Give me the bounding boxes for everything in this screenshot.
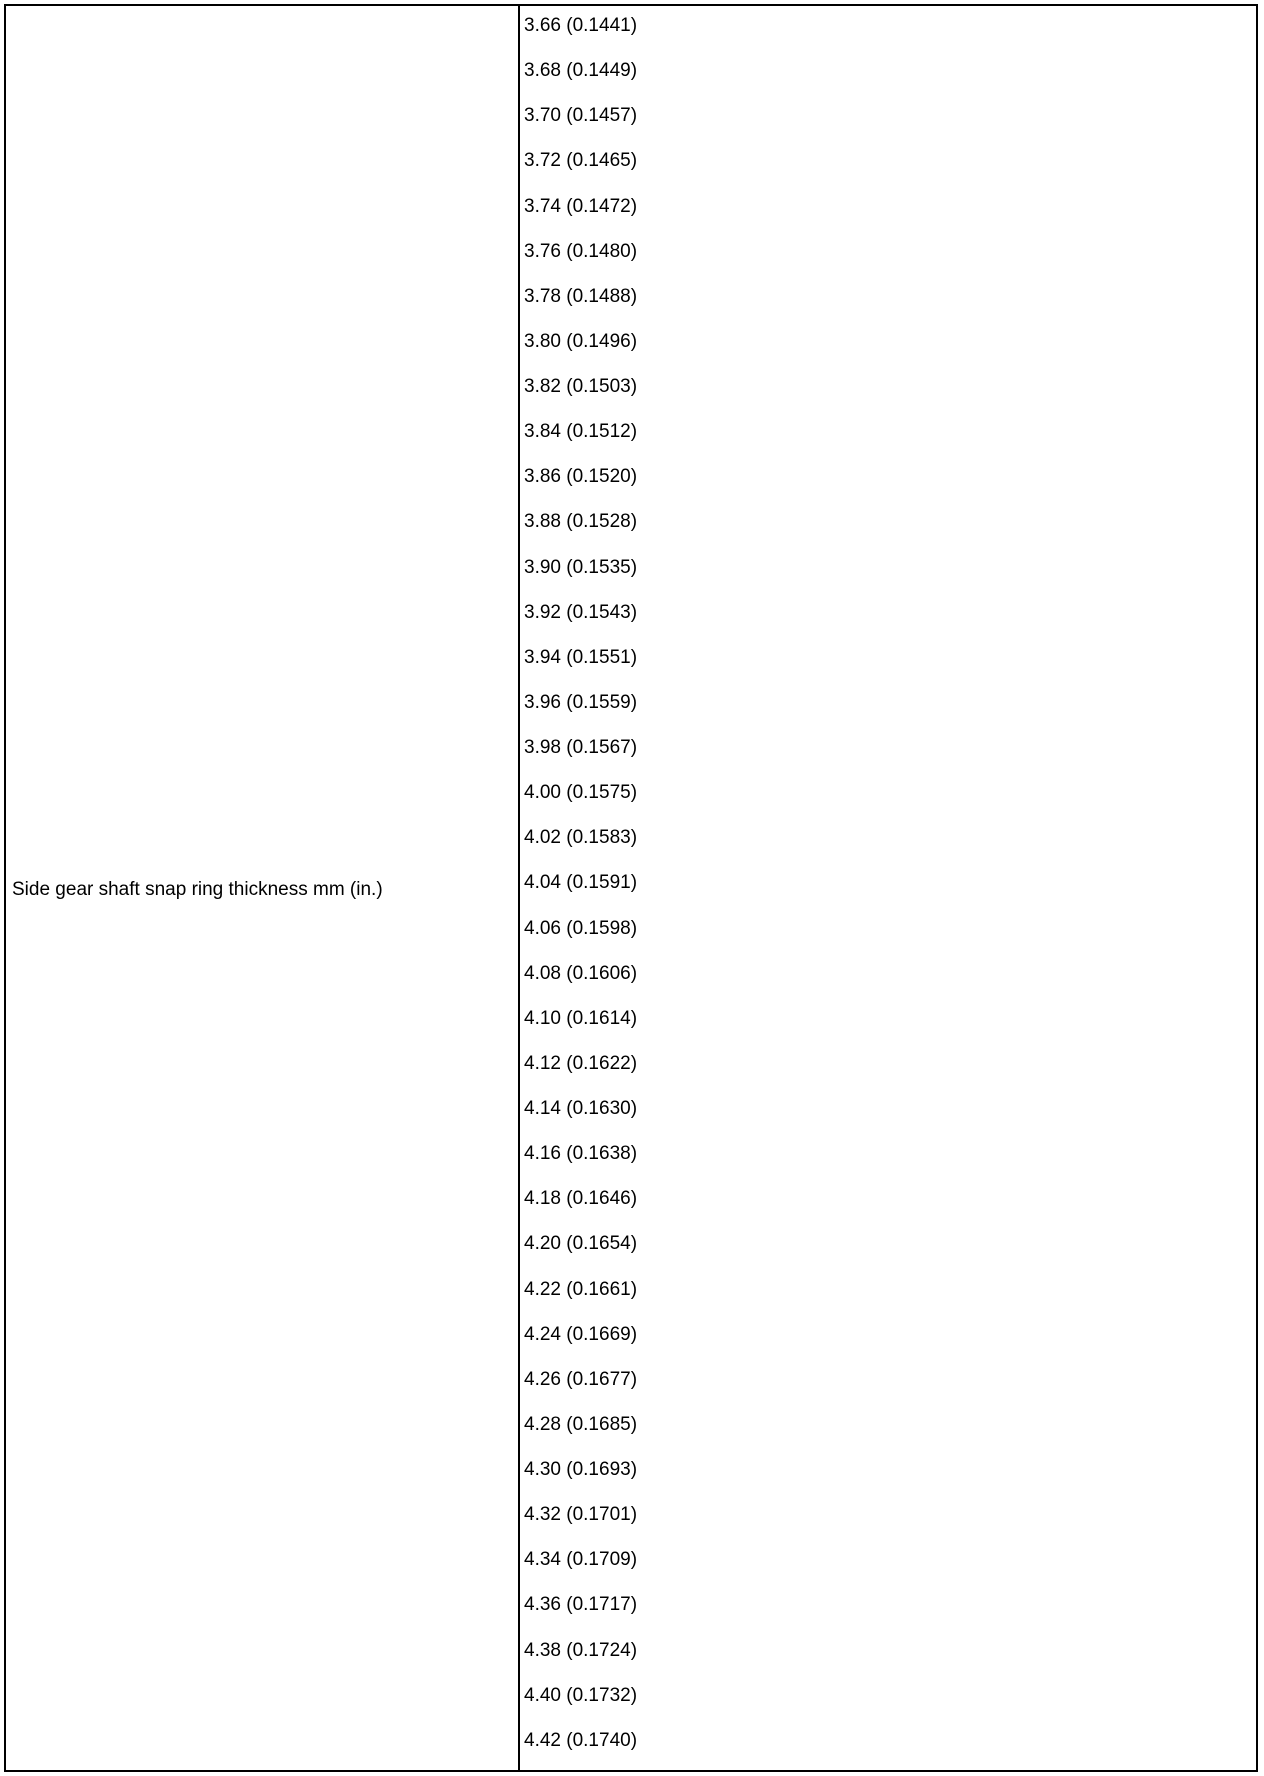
value-row: 3.90 (0.1535) — [524, 556, 638, 578]
value-row: 3.84 (0.1512) — [524, 421, 638, 443]
value-row: 4.00 (0.1575) — [524, 782, 638, 804]
value-row: 3.94 (0.1551) — [524, 646, 638, 668]
value-row: 4.18 (0.1646) — [524, 1188, 638, 1210]
value-row: 4.20 (0.1654) — [524, 1233, 638, 1255]
value-row: 4.34 (0.1709) — [524, 1549, 638, 1571]
value-row: 4.40 (0.1732) — [524, 1684, 638, 1706]
value-row: 3.98 (0.1567) — [524, 737, 638, 758]
value-row: 4.22 (0.1661) — [524, 1278, 638, 1300]
label-cell — [6, 6, 520, 1770]
value-row: 4.38 (0.1724) — [524, 1639, 638, 1661]
value-row: 3.70 (0.1457) — [524, 105, 638, 127]
value-row: 3.82 (0.1503) — [524, 376, 638, 397]
value-row: 3.68 (0.1449) — [524, 60, 638, 82]
value-row: 4.42 (0.1740) — [524, 1729, 638, 1751]
value-row: 3.86 (0.1520) — [524, 466, 638, 488]
value-row: 4.10 (0.1614) — [524, 1007, 638, 1029]
value-row: 3.76 (0.1480) — [524, 240, 638, 262]
label-text: Side gear shaft snap ring thickness mm (in.) — [12, 878, 383, 900]
value-row: 4.04 (0.1591) — [524, 872, 638, 894]
value-row: 4.06 (0.1598) — [524, 917, 638, 939]
value-row: 3.96 (0.1559) — [524, 691, 638, 713]
value-row: 3.92 (0.1543) — [524, 601, 638, 623]
value-row: 4.26 (0.1677) — [524, 1368, 638, 1390]
value-row: 4.02 (0.1583) — [524, 827, 638, 849]
value-row: 4.14 (0.1630) — [524, 1098, 638, 1119]
value-row: 4.12 (0.1622) — [524, 1052, 638, 1074]
value-row: 4.08 (0.1606) — [524, 962, 638, 984]
value-row: 3.74 (0.1472) — [524, 195, 638, 217]
value-row: 4.36 (0.1717) — [524, 1594, 638, 1616]
value-row: 4.16 (0.1638) — [524, 1143, 638, 1165]
values-cell — [520, 6, 1256, 1770]
value-row: 4.24 (0.1669) — [524, 1323, 638, 1345]
value-row: 4.28 (0.1685) — [524, 1413, 638, 1435]
value-row: 3.66 (0.1441) — [524, 15, 638, 36]
value-row: 3.78 (0.1488) — [524, 285, 638, 307]
value-row: 4.32 (0.1701) — [524, 1504, 638, 1526]
value-row: 3.72 (0.1465) — [524, 150, 638, 172]
value-row: 4.30 (0.1693) — [524, 1459, 638, 1480]
value-row: 3.80 (0.1496) — [524, 330, 638, 352]
spec-table — [4, 4, 1258, 1772]
value-row: 3.88 (0.1528) — [524, 511, 638, 533]
